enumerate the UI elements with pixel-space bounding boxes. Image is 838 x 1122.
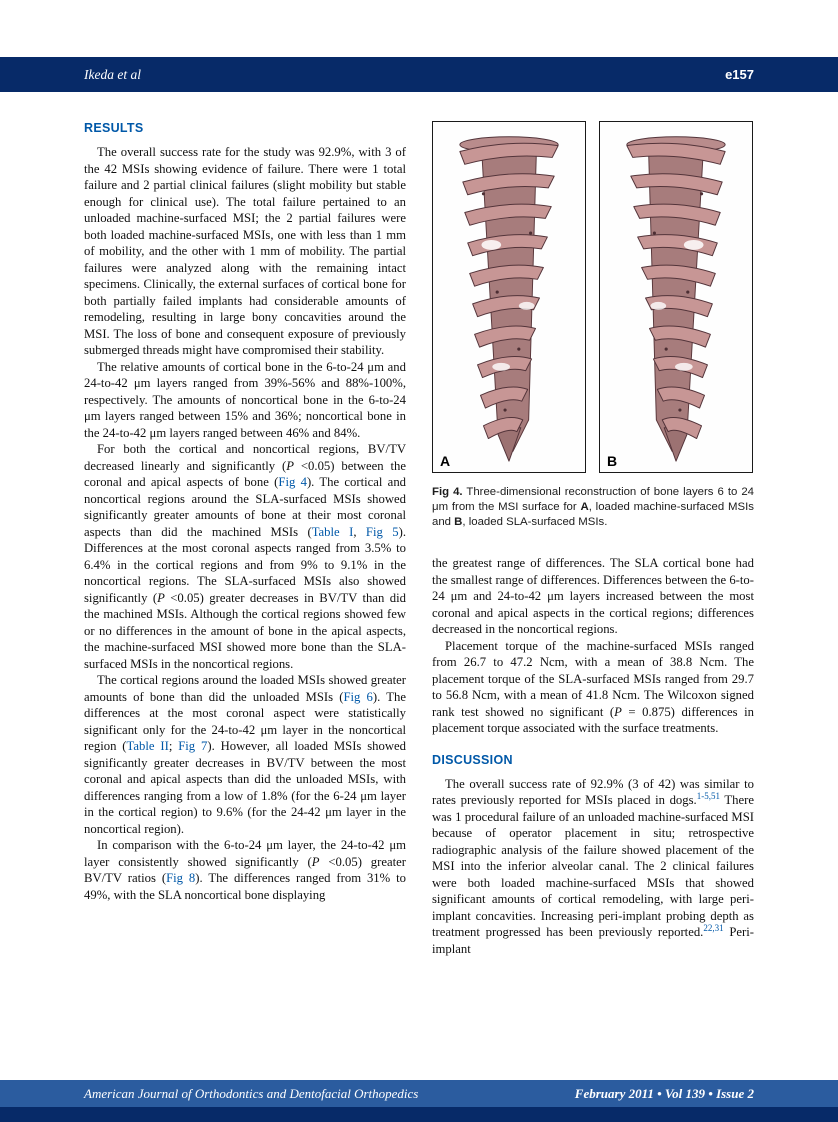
footer-accent-strip [0,1107,838,1122]
text-segment: The overall success rate of 92.9% (3 of 42) was similar to rates previously reported for MSIs placed in dogs. [432,776,754,808]
text-segment: Peri-implant [432,925,754,956]
paragraph [432,485,754,529]
text-segment: There was 1 procedural failure of an unloaded machine-surfaced MSI because of operator placement in situ; retrospective radiographic analysis of the failure showed placement of the MSI into the inferior alveolar canal. The 2 clinical failures were both loaded machine-surfaced MSIs that showed significant amounts of cortical remodeling, with large peri-implant concavities. Increasing peri-implant probing depth as treatment progressed has been previously reported. [432,793,754,940]
text-segment: ). The differences ranged from 31% to 49%, with the SLA noncortical bone displaying [84,871,406,902]
paragraph [432,638,754,737]
reference-link[interactable]: Table I [311,524,354,539]
text-segment: = 0.875) differences in placement torque associated with the surface treatments. [432,704,754,736]
text-segment: <0.05) greater decreases in BV/TV than did the machined MSIs. Although the cortical regions showed few or no differences in the amount of bone in the apical aspects, the machine-surfaced MSI showed more bone than the SLA-surfaced MSIs in the noncortical regions. [84,590,406,671]
text-segment: ; [168,739,179,753]
text-segment: P [286,458,295,473]
text-segment: ). Differences at the most coronal aspects ranged from 3.5% to 6.4% in the cortical regions and from 9% to 9.1% in the noncortical regions. The SLA-surfaced MSIs also showed significantly ( [84,524,406,605]
footer-issue-info: February 2011 • Vol 139 • Issue 2 [574,1085,754,1101]
text-segment: ). The differences at the most coronal aspect were statistically significant only for the 24-to-42 μm layer in the noncortical region ( [84,689,406,753]
text-segment: , loaded SLA-surfaced MSIs. [462,515,608,528]
figure-panels [432,121,754,473]
right-column [432,121,754,957]
text-segment: the greatest range of differences. The SLA cortical bone had the smallest range of differences. Differences between the 6-to-24 μm and 24-to-42 μm layers increased between the most coronal and apical aspects in the cortical regions; differences decreased in the noncortical regions. [432,556,754,637]
text-segment: The cortical regions around the loaded MSIs showed greater amounts of bone than did the unloaded MSIs ( [84,673,406,704]
figure-caption [432,485,754,529]
text-segment: P [614,704,622,719]
text-segment: <0.05) between the coronal and apical aspects of bone ( [84,458,406,489]
paragraph [84,359,406,442]
text-segment: A [580,500,589,513]
running-head: Ikeda et al [84,66,141,82]
text-segment: Fig 4. [432,486,463,498]
results-text [84,144,406,903]
reference-link[interactable]: 1-5,51 [696,791,720,802]
text-segment: The overall success rate for the study was 92.9%, with 3 of the 42 MSIs showing evidence of failure. There were 1 total failure and 2 partial clinical failures (slight mobility but stable enough for clinical use). The total failure pertained to an unloaded machine-surfaced MSI; the 2 partial failures were both loaded machine-surfaced MSIs, one with less than 1 mm of mobility, and the other with 1 mm of mobility. The partial failures were analyzed along with the remaining intact specimens. Clinically, the external surfaces of cortical bone for both partially failed implants had considerable amounts of remodeling, resulting in large bony concavities around the MSI. The loss of bone and consequent exposure of previously submerged threads might have compromised their stability. [84,145,406,357]
reference-link[interactable]: Fig 7 [178,739,208,753]
text-segment: ). The cortical and noncortical regions around the SLA-surfaced MSIs showed significantly greater amounts of bone at their most coronal aspects than did the machined MSIs ( [84,475,407,539]
page-number: e157 [725,67,754,82]
text-segment: In comparison with the 6-to-24 μm layer, the 24-to-42 μm layer consistently showed significantly ( [84,838,406,869]
text-segment: For both the cortical and noncortical regions, BV/TV decreased linearly and significantly ( [84,442,406,473]
paragraph [84,837,406,903]
paragraph [84,672,406,837]
paragraph [84,441,406,672]
text-segment: , loaded machine-surfaced MSIs and [432,500,754,528]
paragraph [432,555,754,638]
reference-link[interactable]: 22,31 [703,923,724,934]
panel-a-label: A [440,453,451,469]
figure-panel-b [599,121,753,473]
paragraph [432,776,754,958]
results-continued-text [432,555,754,737]
text-segment: <0.05) greater BV/TV ratios ( [84,854,406,885]
reference-link[interactable]: Table II [126,739,169,753]
footer-journal-title: American Journal of Orthodontics and Dentofacial Orthopedics [84,1085,419,1101]
reference-link[interactable]: Fig 4 [278,475,307,489]
panel-b-label: B [607,453,618,469]
page-footer [0,1080,838,1107]
figure-4 [432,121,754,529]
text-segment: B [454,515,463,528]
reference-link[interactable]: Fig 8 [166,871,196,885]
text-segment: The relative amounts of cortical bone in the 6-to-24 μm and 24-to-42 μm layers ranged from 39%-56% and 88%-100%, respectively. The amounts of noncortical bone in the 6-to-24 μm layers ranged between 15% and 36%; noncortical bone in the 24-to-42 μm layers ranged between 46% and 84%. [84,359,406,440]
text-segment: ). However, all loaded MSIs showed significantly greater decreases in BV/TV between the most coronal and apical aspects than did the unloaded MSIs, with differences ranging from a low of 1.8% (for the 6-24 μm layer in the cortical region) to 9.6% (for the 24-42 μm layer in the noncortical region). [84,739,406,836]
implant-reconstruction-b-image [601,125,751,469]
left-column [84,121,406,903]
paragraph [84,144,406,359]
text-segment: Three-dimensional reconstruction of bone layers 6 to 24 μm from the MSI surface for [432,486,755,513]
discussion-text [432,776,754,958]
text-segment: P [311,854,320,869]
implant-reconstruction-a-image [434,125,584,469]
results-heading: RESULTS [84,121,144,135]
reference-link[interactable]: Fig 5 [365,524,399,539]
text-segment: P [157,590,165,605]
page-header [0,57,838,92]
figure-panel-a [432,121,586,473]
reference-link[interactable]: Fig 6 [343,689,373,704]
text-segment: , [353,524,366,539]
discussion-heading: DISCUSSION [432,752,513,767]
text-segment: Placement torque of the machine-surfaced MSIs ranged from 26.7 to 47.2 Ncm, with a mean of 38.8 Ncm. The placement torque of the SLA-surfaced MSIs ranged from 29.7 to 56.8 Ncm, with a mean of 41.8 Ncm. The Wilcoxon signed rank test showed no significant ( [432,638,754,719]
